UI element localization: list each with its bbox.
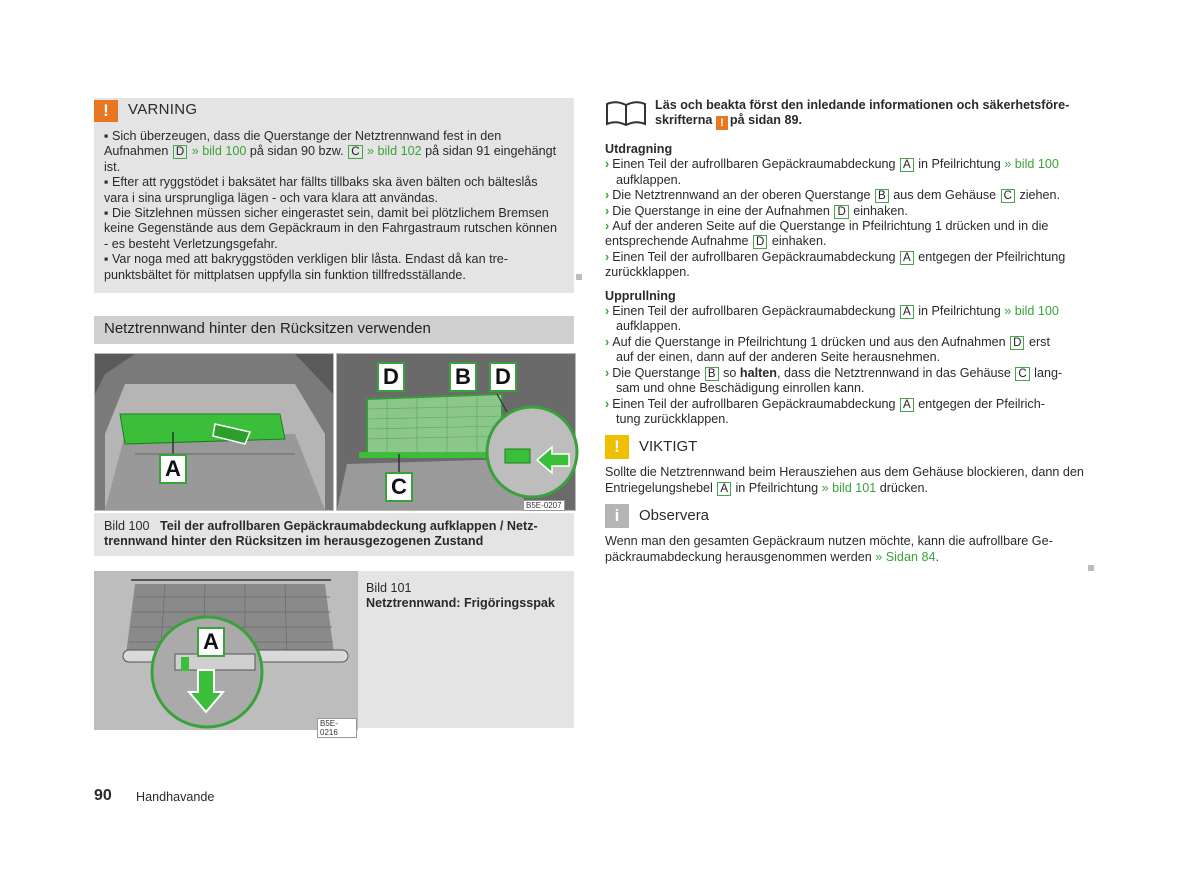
exclamation-icon: ! [605,435,629,459]
page-link[interactable]: » Sidan 84 [875,549,936,564]
intro-block: Läs och beakta först den inledande informationen och säkerhetsföre- skrifterna ! på sidan 89. [605,98,1095,130]
observera-text: Wenn man den gesamten Gepäckraum nutzen möchte, kann die aufrollbare Gepäckraumabdeckung herausgenommen werden » Sidan 84. [605,534,1053,564]
figure-101-image [94,571,358,737]
right-column: Läs och beakta först den inledande informationen och säkerhetsföre- skrifterna ! på sidan 89. Utdragning › Einen Teil der aufrollbaren Gepäckraumabdeckung A in Pfeilrichtung » bild 100 aufklappen. › Die Netztrennwand an der oberen Querstange B aus dem Gehäuse C ziehen. › Die Querstange in eine der Aufnahmen D einhaken. › Auf der anderen Seite auf die Querstange in Pfeilrichtung 1 drücken und in die entsprechende Aufnahme D einhaken. › Einen Teil der aufrollbaren Gepäckraumabdeckung A entgegen der Pfeilrichtung zurückklappen. Upprullning › Einen Teil der aufrollbaren Gepäckraumabdeckung A in Pfeilrichtung » bild 100 aufklappen. › Auf die Querstange in Pfeilrichtung 1 drücken und aus den Aufnahmen D erst auf der einen, dann auf der anderen Seite herausnehmen. › Die Querstange B so halten, dass die Netztrennwand in das Gehäuse C lang- sam und ohne Beschädigung einrollen kann. › Einen Teil der aufrollbaren Gepäckraumabdeckung A entgegen der Pfeilrich- tung zurückklappen. ! VIKTIGT Sollte die Netztrennwand beim Herausziehen aus dem Gehäuse blockieren, dann den Entriegelungshebel A in Pfeilrichtung » bild 101 drücken. i Observera Wenn man den gesamten Gepäckraum nutzen möchte, kann die aufrollbare Gepäckraumabdeckung herausgenommen werden » Sidan 84. [605,98,1095,565]
warning-box [94,98,574,293]
chevron-right-icon: › [605,203,610,218]
tag-a: A [197,627,225,657]
warning-item: ▪ Sich überzeugen, dass die Querstange der Netztrennwand fest in den Aufnahmen D » bild 100 på sidan 90 bzw. C » bild 102 på sidan 91 eingehängt ist. [104,129,557,174]
viktigt-title: VIKTIGT [639,438,698,456]
warning-header [94,98,574,124]
step: › Einen Teil der aufrollbaren Gepäckraumabdeckung A entgegen der Pfeilrich- [605,396,1045,411]
book-icon [605,100,647,126]
figure-100-left-image [94,353,334,511]
chevron-right-icon: › [605,219,610,234]
section-header [94,316,574,344]
chevron-right-icon: › [605,249,610,264]
tag-b: B [449,362,477,392]
step: › Die Querstange B so halten, dass die Netztrennwand in das Gehäuse C lang- [605,365,1063,380]
chevron-right-icon: › [605,365,610,380]
tag-d: D [377,362,405,392]
chevron-right-icon: › [605,396,610,411]
step: › Auf der anderen Seite auf die Querstange in Pfeilrichtung 1 drücken und in die entsprechende Aufnahme D einhaken. [605,219,1049,249]
image-code: B5E-0216 [317,718,357,738]
figure-101 [94,571,574,737]
image-code: B5E-0207 [523,500,565,511]
figure-caption: Netztrennwand: Frigöringsspak [366,596,555,611]
warning-item: ▪ Var noga med att bakryggstöden verkligen blir låsta. Endast då kan trepunktsbältet för mittplatsen uppfylla sin funktion tillfredsställande. [104,252,508,282]
section-title: Netztrennwand hinter den Rücksitzen verwenden [104,320,431,337]
exclamation-icon: ! [716,116,728,130]
chevron-right-icon: › [605,334,610,349]
warning-item: ▪ Die Sitzlehnen müssen sicher eingerastet sein, damit bei plötzlichem Bremsen keine Gegenstände aus dem Gepäckraum in den Fahrgastraum rutschen können - es besteht Verletzungsgefahr. [104,206,557,251]
viktigt-header [605,435,1095,461]
figure-100-right-image [336,353,576,511]
observera-header [605,504,1095,530]
tag-a: A [159,454,187,484]
figure-label: Bild 100 [104,519,150,533]
figure-link[interactable]: » bild 102 [367,144,422,159]
exclamation-icon: ! [94,100,118,122]
chevron-right-icon: › [605,304,610,319]
footer-section: Handhavande [136,790,215,804]
section-end-mark [1088,565,1094,571]
chevron-right-icon: › [605,188,610,203]
figure-link[interactable]: » bild 101 [821,480,877,495]
label-box: C [348,145,362,159]
step: › Einen Teil der aufrollbaren Gepäckraumabdeckung A in Pfeilrichtung » bild 100 [605,157,1059,172]
warning-title: VARNING [128,101,198,118]
section-end-mark [576,274,582,280]
observera-title: Observera [639,507,710,525]
step: › Auf die Querstange in Pfeilrichtung 1 drücken und aus den Aufnahmen D erst [605,334,1050,349]
figure-100-caption [94,513,574,556]
viktigt-text: Sollte die Netztrennwand beim Herausziehen aus dem Gehäuse blockieren, dann den Entriegelungshebel A in Pfeilrichtung » bild 101 drücken. [605,465,1084,495]
figure-caption: Teil der aufrollbaren Gepäckraumabdeckung aufklappen / Netztrennwand hinter den Rücksitzen im herausgezogenen Zustand [104,519,538,549]
figure-label: Bild 101 [366,581,412,595]
subheading-utdragning: Utdragning [605,142,673,156]
info-icon: i [605,504,629,528]
figure-101-caption [366,581,566,612]
label-box: D [173,145,187,159]
chevron-right-icon: › [605,157,610,172]
subheading-upprullning: Upprullning [605,288,676,303]
step: › Einen Teil der aufrollbaren Gepäckraumabdeckung A entgegen der Pfeilrichtung zurückklappen. [605,249,1066,280]
step: › Die Netztrennwand an der oberen Querstange B aus dem Gehäuse C ziehen. [605,188,1061,203]
intro-line: Läs och beakta först den inledande informationen och säkerhetsföre- [655,98,1070,112]
tag-d: D [489,362,517,392]
figure-link[interactable]: » bild 100 [1004,157,1059,172]
figure-link[interactable]: » bild 100 [1004,304,1059,319]
warning-body [104,129,564,283]
step: › Die Querstange in eine der Aufnahmen D einhaken. [605,203,908,218]
page-number: 90 [94,787,112,804]
tag-c: C [385,472,413,502]
warning-item: ▪ Efter att ryggstödet i baksätet har fällts tillbaks ska även bälten och bälteslås vara i sina ursprungliga lägen - och vara klara att användas. [104,175,538,205]
figure-link[interactable]: » bild 100 [191,144,247,159]
step: › Einen Teil der aufrollbaren Gepäckraumabdeckung A in Pfeilrichtung » bild 100 [605,304,1059,319]
